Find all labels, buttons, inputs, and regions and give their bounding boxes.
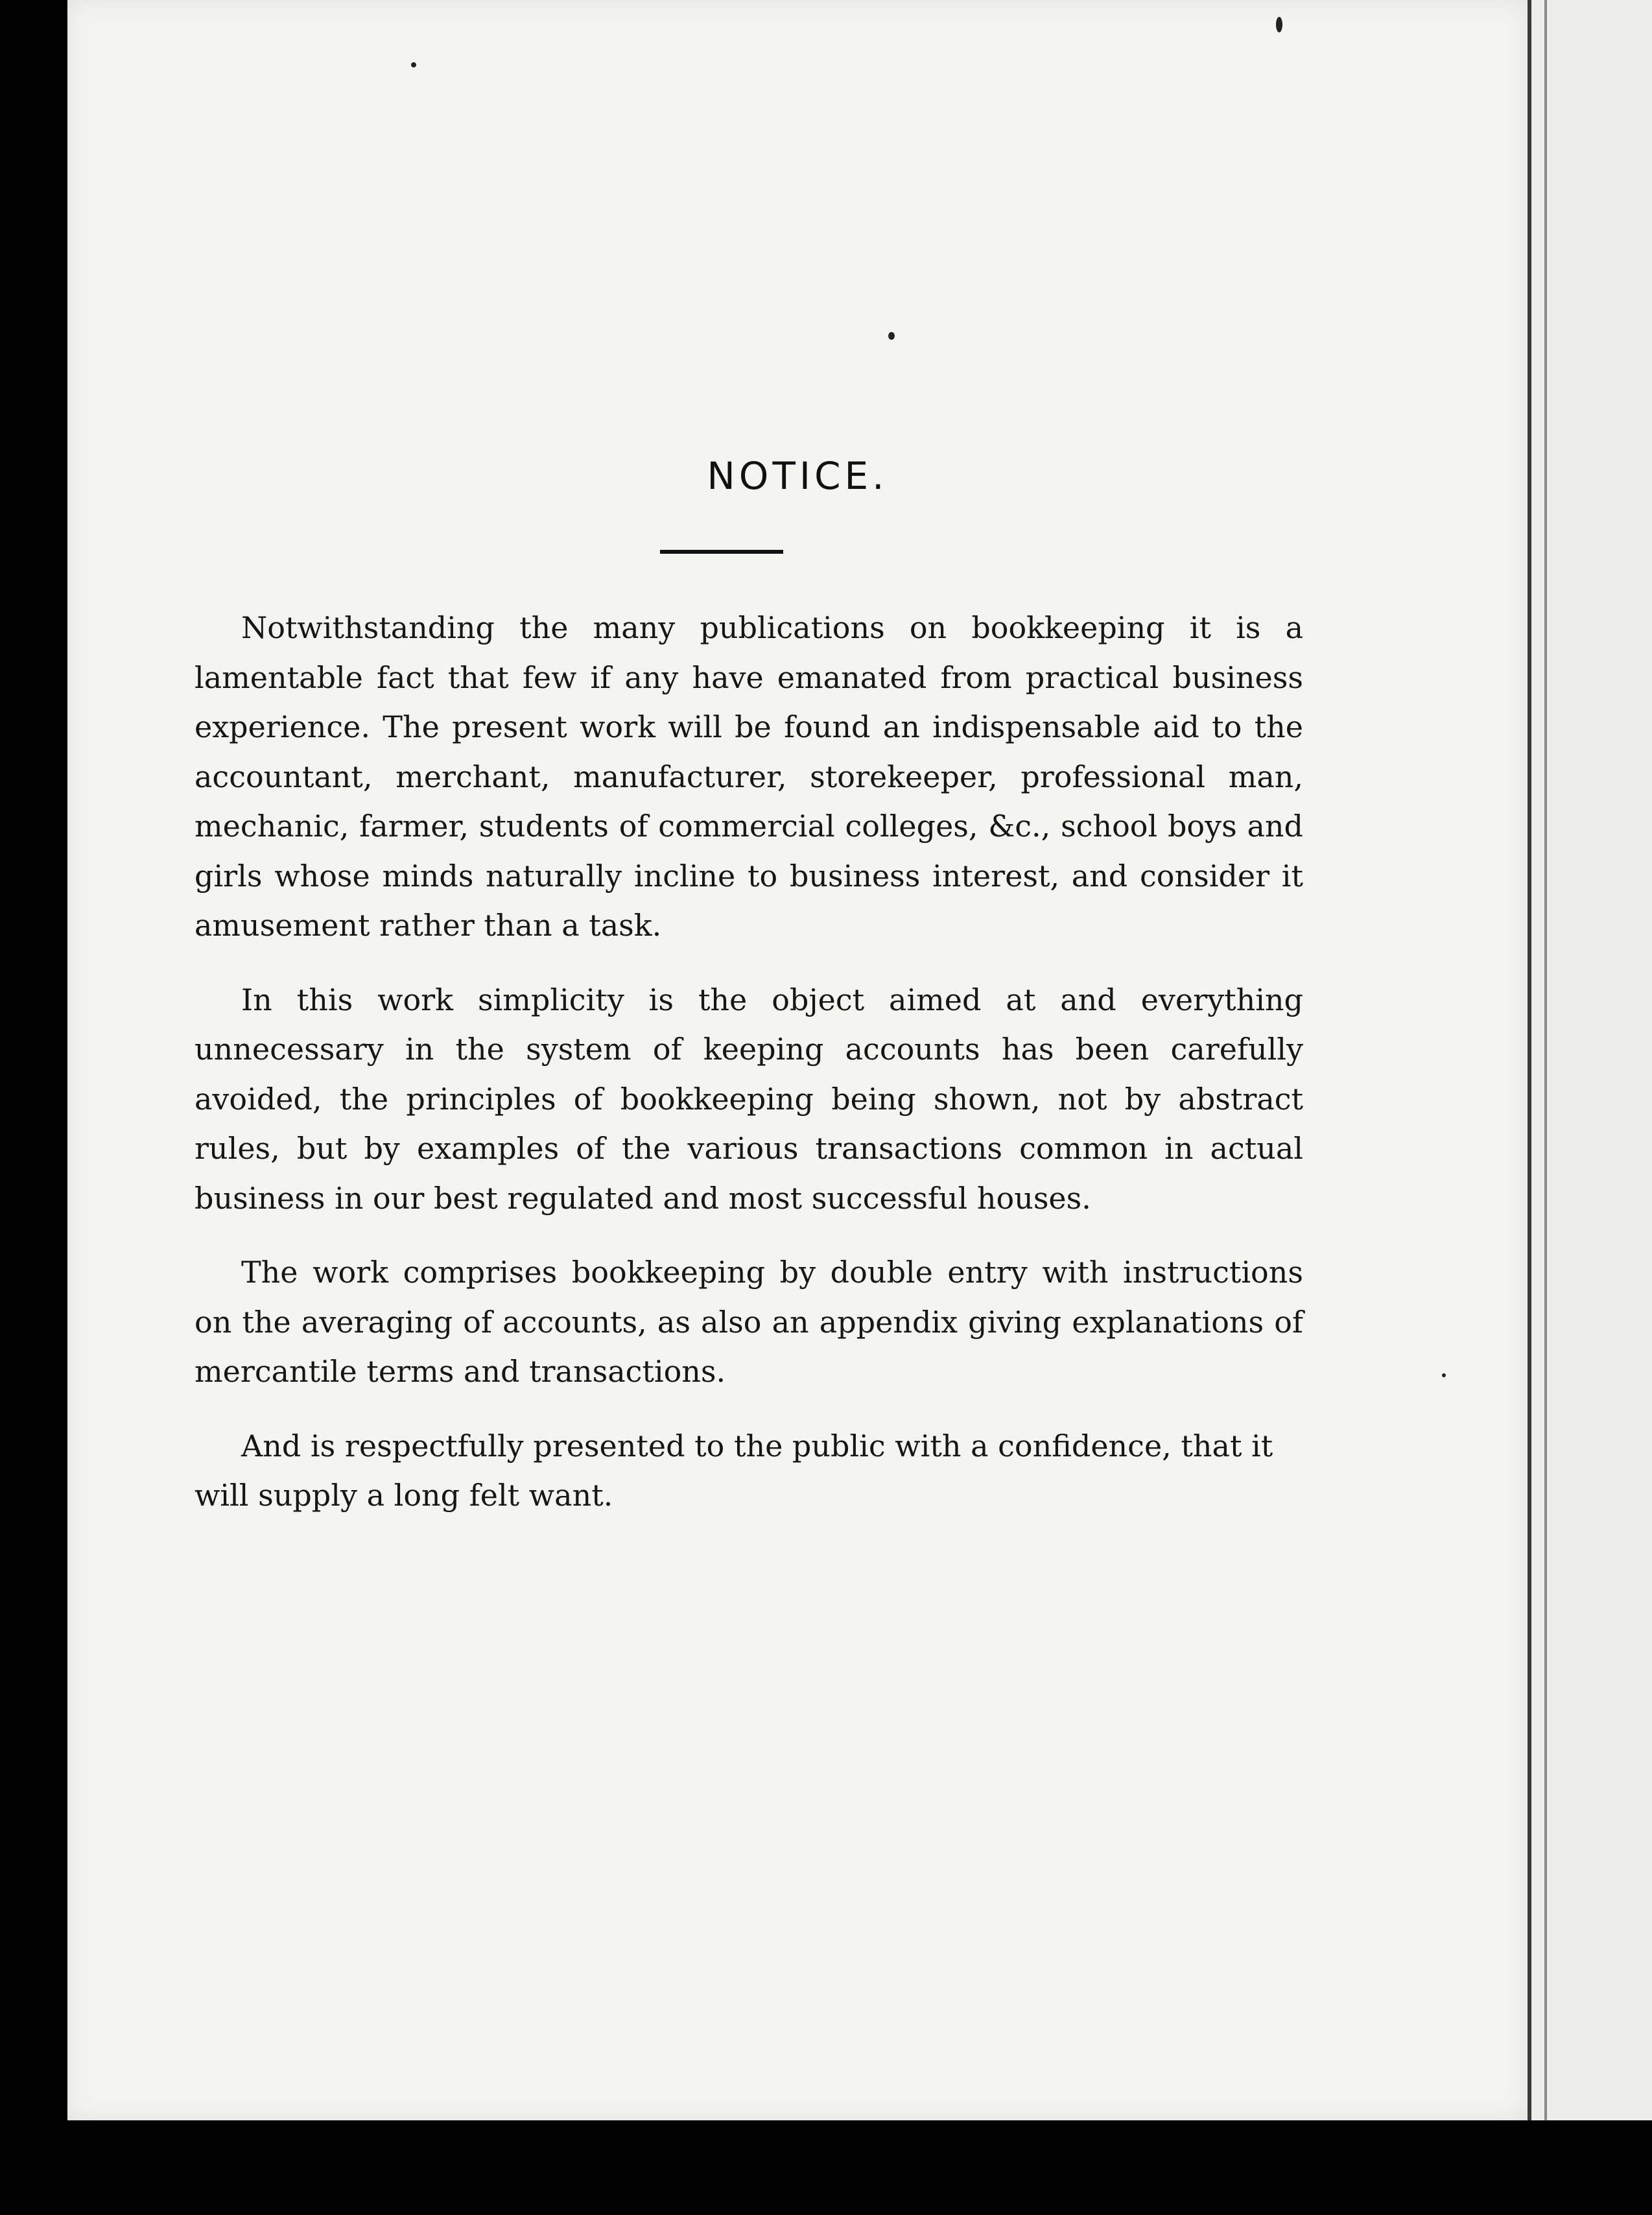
paragraph-4: And is respectfully presented to the public with a confidence, that it will supply a long felt want. — [195, 1428, 1273, 1513]
document-page — [67, 0, 1528, 2120]
paragraph-2: In this work simplicity is the object aimed at and everything unnecessary in the system of keeping accounts has been carefully avoided, the principles of bookkeeping being shown, not by abstract rules, but by examples of the various transactions common in actual business in our best regulated and most successful houses. — [195, 982, 1303, 1216]
page-gutter-shadow — [1528, 0, 1531, 2140]
scan-bottom-margin — [0, 2120, 1652, 2215]
paragraph-3: The work comprises bookkeeping by double entry with instructions on the averaging of accounts, as also an appendix giving explanations of mercantile terms and transactions. — [195, 1255, 1303, 1389]
notice-body — [195, 603, 1303, 1545]
page-gutter-edge — [1544, 0, 1547, 2140]
page-title: NOTICE. — [707, 454, 888, 498]
facing-page-edge — [1531, 0, 1652, 2140]
paragraph-1: Notwithstanding the many publications on bookkeeping it is a lamentable fact that few if any have emanated from practical business experience. The present work will be found an indispensable aid to the accountant, merchant, manufacturer, storekeeper, professional man, mechanic, farmer, students of commercial colleges, &c., school boys and girls whose minds naturally incline to business interest, and consider it amusement rather than a task. — [195, 610, 1303, 943]
scan-speck — [1442, 1373, 1446, 1377]
scan-speck — [888, 332, 895, 340]
scan-speck — [1276, 17, 1282, 32]
title-rule — [660, 550, 783, 554]
scan-speck — [411, 62, 416, 67]
